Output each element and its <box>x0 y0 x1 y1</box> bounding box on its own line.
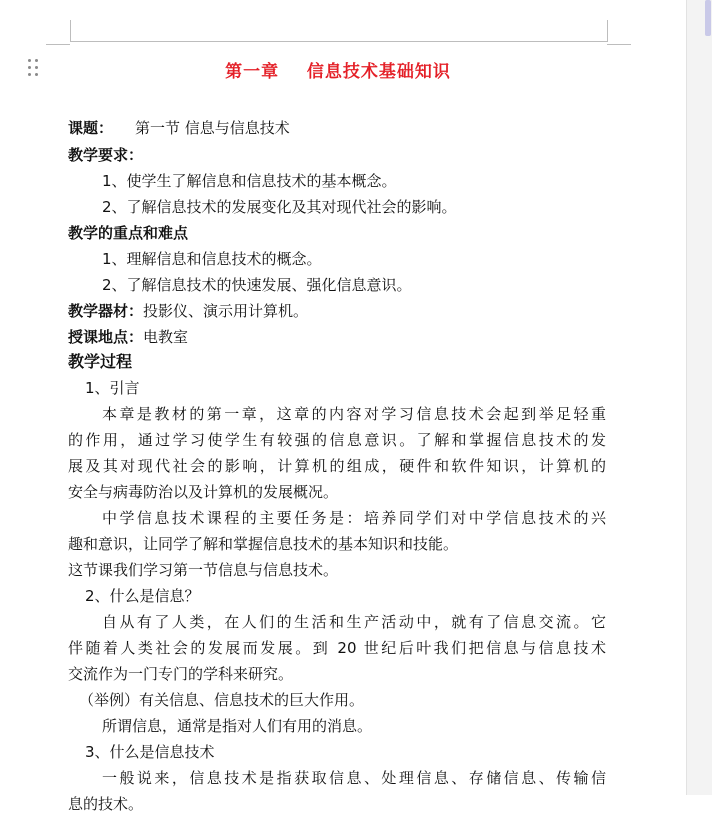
key-point-item: 1、理解信息和信息技术的概念。 <box>102 250 322 268</box>
paragraph-line: 的作用，通过学习使学生有较强的信息意识。了解和掌握信息技术的发 <box>68 431 606 449</box>
paragraph-line: 展及其对现代社会的影响，计算机的组成，硬件和软件知识，计算机的 <box>68 457 606 475</box>
requirement-item: 1、使学生了解信息和信息技术的基本概念。 <box>102 172 397 190</box>
right-panel-gutter <box>686 0 712 795</box>
lesson-label: 课题： <box>68 119 114 137</box>
equipment-line <box>68 301 308 321</box>
paragraph-line: 本章是教材的第一章，这章的内容对学习信息技术会起到举足轻重 <box>102 405 606 423</box>
paragraph-line: 交流作为一门专门的学科来研究。 <box>68 665 294 683</box>
vertical-scrollbar-thumb[interactable] <box>705 0 711 36</box>
chapter-title: 第一章 信息技术基础知识 <box>225 62 451 82</box>
paragraph-line: 伴随着人类社会的发展而发展。到 20 世纪后叶我们把信息与信息技术 <box>68 639 606 657</box>
paragraph-line: 一般说来，信息技术是指获取信息、处理信息、存储信息、传输信 <box>102 769 606 787</box>
lesson-value: 第一节 信息与信息技术 <box>135 119 290 137</box>
margin-corner-left <box>46 44 70 45</box>
header-margin-guide-left <box>70 20 71 42</box>
key-point-item: 2、了解信息技术的快速发展、强化信息意识。 <box>102 276 412 294</box>
lesson-line <box>68 118 290 138</box>
paragraph-line: 安全与病毒防治以及计算机的发展概况。 <box>68 483 339 501</box>
requirement-item: 2、了解信息技术的发展变化及其对现代社会的影响。 <box>102 198 457 216</box>
paragraph-line: 中学信息技术课程的主要任务是：培养同学们对中学信息技术的兴 <box>102 509 606 527</box>
process-heading: 教学过程 <box>68 352 133 371</box>
header-margin-guide-right <box>607 20 608 42</box>
paragraph-line: 息的技术。 <box>68 795 144 813</box>
definition-line: 所谓信息，通常是指对人们有用的消息。 <box>102 717 373 735</box>
location-line <box>68 327 188 347</box>
requirements-heading: 教学要求： <box>68 146 144 164</box>
section1-title: 1、引言 <box>85 379 140 397</box>
header-boundary-line <box>70 41 607 42</box>
equipment-label: 教学器材： <box>68 302 144 320</box>
margin-corner-right <box>607 44 631 45</box>
location-label: 授课地点： <box>68 328 144 346</box>
equipment-value: 投影仪、演示用计算机。 <box>143 302 309 320</box>
location-value: 电教室 <box>143 328 189 346</box>
paragraph-line: 趣和意识，让同学了解和掌握信息技术的基本知识和技能。 <box>68 535 459 553</box>
paragraph-line: 这节课我们学习第一节信息与信息技术。 <box>68 561 339 579</box>
drag-handle-icon[interactable] <box>28 59 40 77</box>
example-line: （举例）有关信息、信息技术的巨大作用。 <box>79 691 365 709</box>
section3-title: 3、什么是信息技术 <box>85 743 215 761</box>
paragraph-line: 自从有了人类，在人们的生活和生产活动中，就有了信息交流。它 <box>102 613 606 631</box>
key-points-heading: 教学的重点和难点 <box>68 224 189 242</box>
section2-title: 2、什么是信息？ <box>85 587 200 605</box>
